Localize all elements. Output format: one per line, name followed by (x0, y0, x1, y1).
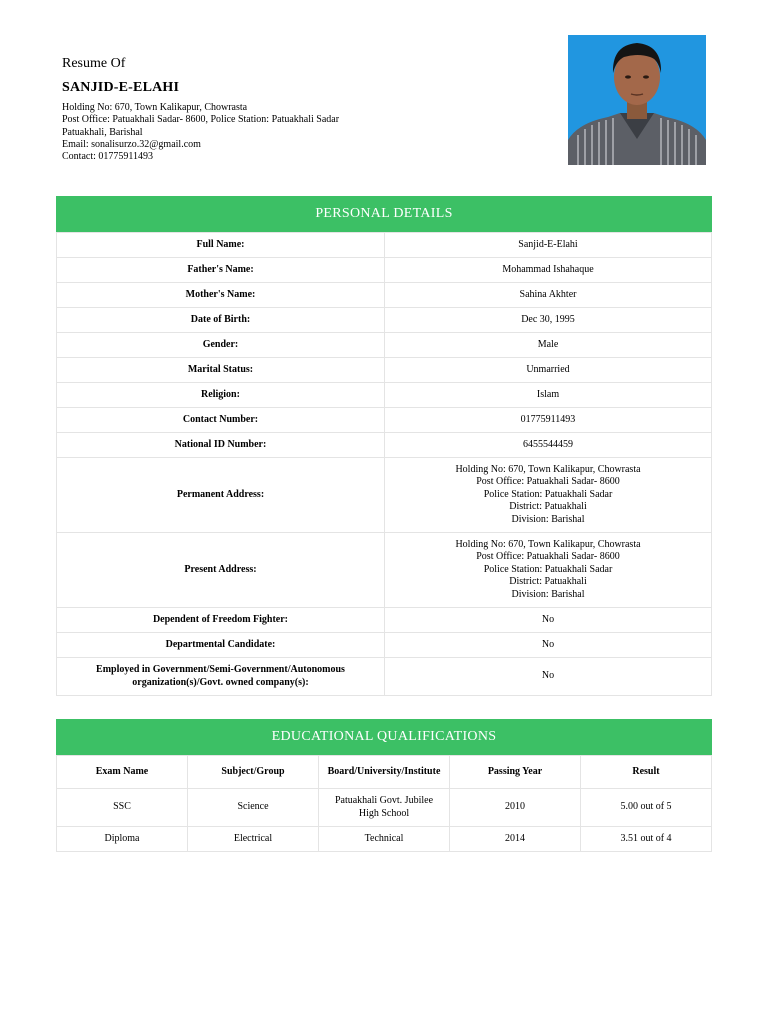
exam-cell: SSC (57, 789, 188, 827)
personal-details-header: PERSONAL DETAILS (56, 196, 712, 232)
row-value: No (385, 633, 712, 658)
candidate-name: SANJID-E-ELAHI (62, 80, 180, 95)
table-row (57, 258, 712, 283)
table-row (57, 433, 712, 458)
address-line: Holding No: 670, Town Kalikapur, Chowrasta (62, 102, 248, 113)
table-row (57, 383, 712, 408)
table-row (57, 358, 712, 383)
row-label: Father's Name: (57, 258, 385, 283)
email-line: Email: sonalisurzo.32@gmail.com (62, 138, 201, 150)
row-label: Permanent Address: (57, 458, 385, 533)
column-header: Result (581, 756, 712, 789)
table-row (57, 658, 712, 696)
table-row (57, 458, 712, 533)
row-label: Full Name: (57, 233, 385, 258)
year-cell: 2010 (450, 789, 581, 827)
address-line: Patuakhali, Barishal (62, 126, 143, 138)
table-row (57, 283, 712, 308)
profile-photo (568, 35, 706, 165)
row-value: Mohammad Ishahaque (385, 258, 712, 283)
table-row (57, 308, 712, 333)
present-address-value (385, 533, 712, 608)
address-line: Post Office: Patuakhali Sadar- 8600 (476, 551, 620, 563)
address-line: Division: Barishal (511, 513, 585, 525)
table-row (57, 608, 712, 633)
row-label: Departmental Candidate: (57, 633, 385, 658)
row-label: National ID Number: (57, 433, 385, 458)
row-value: 6455544459 (385, 433, 712, 458)
exam-cell: Diploma (57, 827, 188, 852)
address-line: Post Office: Patuakhali Sadar- 8600 (476, 476, 620, 488)
board-cell: Technical (319, 827, 450, 852)
row-value: Male (385, 333, 712, 358)
address-line: Holding No: 670, Town Kalikapur, Chowrasta (455, 463, 641, 475)
row-label: Marital Status: (57, 358, 385, 383)
label-line: Employed in Government/Semi-Government/Autonomous (96, 664, 345, 675)
result-cell: 3.51 out of 4 (581, 827, 712, 852)
column-header: Board/University/Institute (319, 756, 450, 789)
contact-line: Contact: 01775911493 (62, 151, 154, 163)
row-value: Dec 30, 1995 (385, 308, 712, 333)
address-line: Police Station: Patuakhali Sadar (483, 488, 613, 500)
row-label: Date of Birth: (57, 308, 385, 333)
address-line: District: Patuakhali (509, 576, 587, 588)
column-header: Subject/Group (188, 756, 319, 789)
personal-details-table (56, 232, 712, 696)
table-header-row (57, 756, 712, 789)
table-row (57, 408, 712, 433)
board-line: High School (358, 807, 410, 819)
row-label (57, 658, 385, 696)
row-value: No (385, 608, 712, 633)
row-value: No (385, 658, 712, 696)
row-label: Religion: (57, 383, 385, 408)
table-row (57, 233, 712, 258)
permanent-address-value (385, 458, 712, 533)
subject-cell: Science (188, 789, 319, 827)
label-line: organization(s)/Govt. owned company(s): (132, 676, 309, 688)
contact-info (62, 102, 502, 163)
column-header: Passing Year (450, 756, 581, 789)
address-line: Holding No: 670, Town Kalikapur, Chowrasta (455, 538, 641, 550)
row-value: Sanjid-E-Elahi (385, 233, 712, 258)
year-cell: 2014 (450, 827, 581, 852)
table-row (57, 827, 712, 852)
row-value: Sahina Akhter (385, 283, 712, 308)
subject-cell: Electrical (188, 827, 319, 852)
row-value: Islam (385, 383, 712, 408)
address-line: Division: Barishal (511, 588, 585, 600)
board-cell (319, 789, 450, 827)
resume-of-label: Resume Of (62, 56, 126, 71)
address-line: Police Station: Patuakhali Sadar (483, 563, 613, 575)
resume-header (62, 55, 502, 163)
row-label: Gender: (57, 333, 385, 358)
row-value: Unmarried (385, 358, 712, 383)
result-cell: 5.00 out of 5 (581, 789, 712, 827)
board-line: Patuakhali Govt. Jubilee (334, 795, 434, 806)
table-row (57, 789, 712, 827)
table-row (57, 333, 712, 358)
table-row (57, 533, 712, 608)
row-value: 01775911493 (385, 408, 712, 433)
education-table (56, 755, 712, 852)
row-label: Present Address: (57, 533, 385, 608)
row-label: Dependent of Freedom Fighter: (57, 608, 385, 633)
row-label: Contact Number: (57, 408, 385, 433)
table-row (57, 633, 712, 658)
column-header: Exam Name (57, 756, 188, 789)
address-line: District: Patuakhali (509, 501, 587, 513)
row-label: Mother's Name: (57, 283, 385, 308)
educational-qualifications-header: EDUCATIONAL QUALIFICATIONS (56, 719, 712, 755)
address-line: Post Office: Patuakhali Sadar- 8600, Police Station: Patuakhali Sadar (62, 114, 340, 126)
